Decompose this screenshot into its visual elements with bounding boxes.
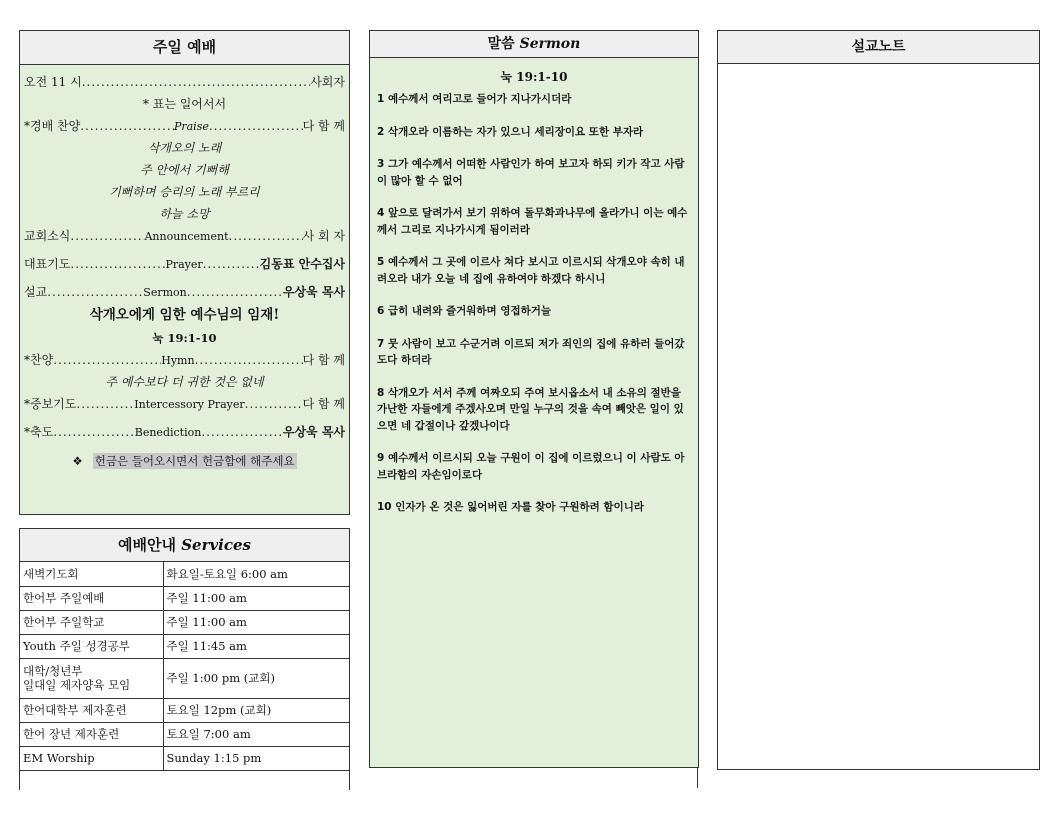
service-time: 오전 11 시 (24, 75, 82, 89)
verse: 2 삭개오라 이름하는 자가 있으니 세리장이요 또한 부자라 (377, 125, 644, 138)
worship-order-list (20, 65, 349, 469)
notes-area[interactable] (718, 64, 1039, 764)
intercession-row: *중보기도 ..... Intercessory Prayer ..... 다 함 께 (24, 393, 345, 415)
benediction-row: *축도 ..... Benediction ..... 우상욱 목사 (24, 421, 345, 443)
verse: 5 예수께서 그 곳에 이르사 쳐다 보시고 이르시되 삭개오야 속히 내려오라 내가 오늘 네 집에 유하여야 하겠다 하시니 (377, 256, 685, 285)
sermon-reference: 눅 19:1-10 (152, 331, 217, 345)
divider (697, 768, 698, 788)
praise-song: 기뻐하며 승리의 노래 부르리 (109, 185, 260, 199)
stand-note: * 표는 일어서서 (142, 97, 227, 111)
praise-song: 삭개오의 노래 (147, 141, 222, 155)
prayer-row: 대표기도 ..... Prayer ..... 김동표 안수집사 (24, 253, 345, 275)
offering-note-text: 헌금은 들어오시면서 헌금함에 해주세요 (94, 454, 295, 468)
table-row: 대학/청년부 일대일 제자양육 모임 주일 1:00 pm (교회) (20, 658, 349, 698)
services-title: 예배안내 Services (20, 529, 349, 562)
presider-label: 사회자 (310, 75, 345, 89)
verse: 7 뭇 사람이 보고 수군거려 이르되 저가 죄인의 집에 유하러 들어갔도다 하더라 (377, 337, 685, 366)
table-row: 한어대학부 제자훈련 토요일 12pm (교회) (20, 698, 349, 722)
announcement-row: 교회소식 ..... Announcement ..... 사 회 자 (24, 225, 345, 247)
table-row: 한어부 주일예배 주일 11:00 am (20, 586, 349, 610)
sermon-row: 설교 ..... Sermon ..... 우상욱 목사 (24, 281, 345, 303)
table-row: 새벽기도회 화요일-토요일 6:00 am (20, 562, 349, 586)
verse: 4 앞으로 달려가서 보기 위하여 돌무화과나무에 올라가니 이는 예수께서 그리로 지나가시게 됨이러라 (377, 207, 688, 236)
verse: 10 인자가 온 것은 잃어버린 자를 찾아 구원하려 함이니라 (377, 501, 645, 513)
scripture-reference: 눅 19:1-10 (500, 70, 568, 84)
table-row: EM Worship Sunday 1:15 pm (20, 746, 349, 770)
praise-song: 하늘 소망 (159, 207, 210, 221)
praise-song: 주 안에서 기뻐해 (140, 163, 229, 177)
sermon-notes-title: 설교노트 (718, 31, 1039, 64)
diamond-bullet-icon: ❖ (72, 454, 83, 468)
offering-note (24, 453, 345, 469)
table-row: 한어부 주일학교 주일 11:00 am (20, 610, 349, 634)
service-time-row (24, 71, 345, 93)
hymn-title: 주 예수보다 더 귀한 것은 없네 (105, 375, 264, 389)
praise-row: *경배 찬양 ..... Praise ..... 다 함 께 (24, 115, 345, 137)
verse: 3 그가 예수께서 어떠한 사람인가 하여 보고자 하되 키가 작고 사람이 많아 할 수 없어 (377, 158, 685, 187)
verse: 9 예수께서 이르시되 오늘 구원이 이 집에 이르렀으니 이 사람도 아브라함의 자손임이로다 (377, 452, 685, 481)
sermon-panel (369, 30, 699, 768)
sermon-notes-panel (717, 30, 1040, 770)
scripture-verses (370, 85, 698, 516)
table-row: Youth 주일 성경공부 주일 11:45 am (20, 634, 349, 658)
hymn-row: *찬양 ..... Hymn ..... 다 함 께 (24, 349, 345, 371)
worship-order-panel (19, 30, 350, 515)
verse: 8 삭개오가 서서 주께 여짜오되 주여 보시옵소서 내 소유의 절반을 가난한 자들에게 주겠사오며 만일 누구의 것을 속여 빼앗은 일이 있으면 네 갑절이나 갚겠나이다 (377, 386, 684, 432)
verse: 1 예수께서 여리고로 들어가 지나가시더라 (377, 93, 572, 105)
table-row: 한어 장년 제자훈련 토요일 7:00 am (20, 722, 349, 746)
sermon-panel-title: 말씀 Sermon (370, 31, 698, 58)
sermon-title: 삭개오에게 임한 예수님의 임재! (89, 307, 280, 323)
worship-title: 주일 예배 (20, 31, 349, 65)
services-table (20, 562, 349, 771)
services-panel (19, 528, 350, 790)
verse: 6 급히 내려와 즐거워하며 영접하거늘 (377, 305, 552, 317)
